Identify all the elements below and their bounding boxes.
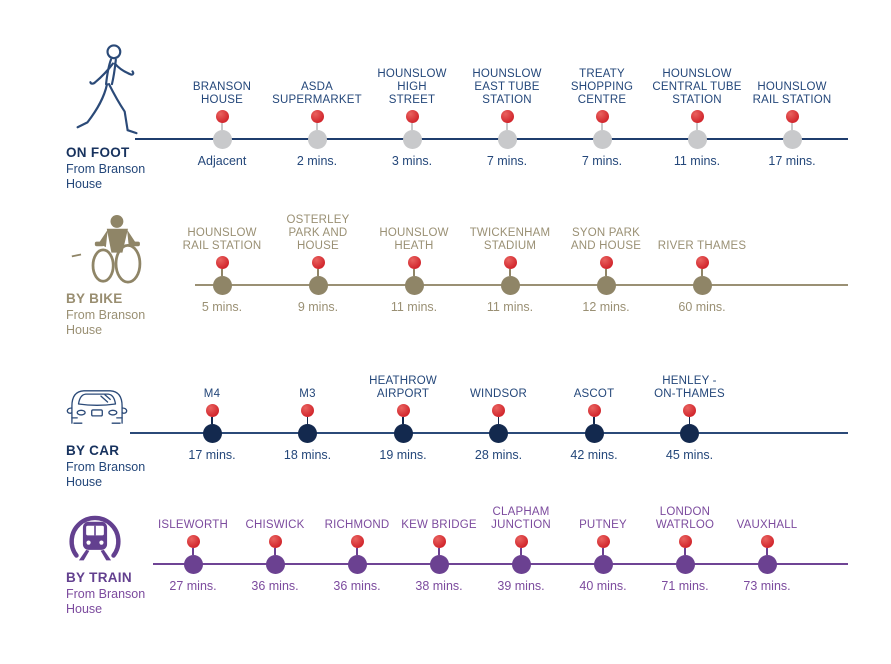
stop-time: 39 mins. [497, 578, 545, 593]
row-title: ON FOOT [66, 145, 130, 160]
timeline-stop [707, 488, 827, 593]
stop-time: 11 mins. [486, 299, 534, 314]
stop-dot [184, 555, 203, 574]
stop-label-line: HENLEY - [662, 374, 717, 387]
stop-label-line: OSTERLEY [286, 213, 350, 226]
stop-label-line: TWICKENHAM [469, 226, 551, 239]
stop-label-line: CENTRAL TUBE [652, 80, 742, 93]
stop-time: 45 mins. [665, 447, 714, 462]
stop-label [656, 488, 714, 532]
location-pin-icon [269, 535, 282, 548]
stop-label [491, 488, 551, 532]
pin-stem [602, 548, 604, 555]
stop-label-line: VAUXHALL [736, 518, 798, 531]
pin-stem [520, 548, 522, 555]
row-title: BY BIKE [66, 291, 123, 306]
stop-time: 7 mins. [486, 153, 528, 168]
stop-label-line: HOUNSLOW [379, 226, 449, 239]
stop-time: 11 mins. [390, 299, 438, 314]
stop-label-line: AND HOUSE [570, 239, 642, 252]
pin-stem [192, 548, 194, 555]
stop-label-line: PARK AND [288, 226, 348, 239]
stop-label-line: JUNCTION [491, 518, 551, 531]
stop-dot [676, 555, 695, 574]
row-title: BY CAR [66, 443, 120, 458]
underground-train-icon [66, 508, 124, 566]
row-subtitle: From Branson House [66, 162, 146, 191]
stop-label-line: M3 [299, 387, 316, 400]
pin-stem [274, 548, 276, 555]
stop-label-line: HOUNSLOW [662, 67, 732, 80]
stop-time: 11 mins. [673, 153, 721, 168]
location-pin-icon [351, 535, 364, 548]
stop-label-line: HEATH [394, 239, 434, 252]
stop-label-line: HOUNSLOW [757, 80, 827, 93]
stop-label-line: BRANSON [192, 80, 252, 93]
underground-train-icon [66, 508, 124, 566]
location-pin-icon [515, 535, 528, 548]
pin-stem [684, 548, 686, 555]
stop-time: 19 mins. [379, 447, 427, 462]
stop-label-line: HOUNSLOW [377, 67, 447, 80]
stop-label-line: SHOPPING [570, 80, 634, 93]
pin-stem [438, 548, 440, 555]
stop-label-line: EAST TUBE [474, 80, 540, 93]
location-pin-icon [433, 535, 446, 548]
row-subtitle: From Branson House [66, 587, 146, 616]
stop-label-line: RAIL STATION [752, 93, 832, 106]
stop-time: 60 mins. [678, 299, 726, 314]
stop-label-line: RIVER THAMES [657, 239, 747, 252]
stop-time: 2 mins. [296, 153, 338, 168]
stop-time: 27 mins. [169, 578, 217, 593]
stop-time: 36 mins. [333, 578, 381, 593]
stop-time: 42 mins. [570, 447, 618, 462]
stop-label-line: HEATHROW [369, 374, 437, 387]
stop-time: 18 mins. [283, 447, 332, 462]
stop-dot [594, 555, 613, 574]
stop-label-line: STATION [482, 93, 532, 106]
row-subtitle: From Branson House [66, 308, 146, 337]
stop-time: 12 mins. [582, 299, 630, 314]
pin-stem [356, 548, 358, 555]
stop-time: 28 mins. [474, 447, 523, 462]
stop-label-line: ASCOT [573, 387, 615, 400]
stop-label-line: PUTNEY [579, 518, 627, 531]
stop-label-line: HOUSE [297, 239, 339, 252]
stop-label-line: LONDON [659, 505, 711, 518]
stop-label-line: ASDA [300, 80, 334, 93]
location-pin-icon [187, 535, 200, 548]
location-pin-icon [597, 535, 610, 548]
stop-label-line: STATION [672, 93, 722, 106]
stop-label-line: CHISWICK [245, 518, 305, 531]
stop-time: 17 mins. [188, 447, 236, 462]
stop-label-line: CENTRE [577, 93, 627, 106]
stop-label-line: RICHMOND [324, 518, 390, 531]
stop-label-line: KEW BRIDGE [401, 518, 477, 531]
stop-label-line: RAIL STATION [182, 239, 262, 252]
stop-time: 17 mins. [768, 153, 816, 168]
stop-dot [758, 555, 777, 574]
stop-label-line: HOUNSLOW [187, 226, 257, 239]
stop-dot [266, 555, 285, 574]
stop-label-line: WATRLOO [655, 518, 715, 531]
stop-dot [430, 555, 449, 574]
stop-label-line: HOUSE [201, 93, 243, 106]
row-subtitle: From Branson House [66, 460, 146, 489]
stop-time: 5 mins. [201, 299, 243, 314]
stop-time: 40 mins. [579, 578, 627, 593]
stop-label-line: WINDSOR [470, 387, 527, 400]
row-title: BY TRAIN [66, 570, 132, 585]
pin-stem [766, 548, 768, 555]
stop-time: 73 mins. [743, 578, 791, 593]
stop-dot [348, 555, 367, 574]
location-pin-icon [679, 535, 692, 548]
stop-label-line: TREATY [579, 67, 625, 80]
stop-label-line: AIRPORT [376, 387, 430, 400]
stop-label-line: ISLEWORTH [158, 518, 228, 531]
stop-time: 36 mins. [251, 578, 299, 593]
stop-label [579, 488, 627, 532]
stop-label-line: HIGH [397, 80, 427, 93]
stop-time: 7 mins. [581, 153, 623, 168]
stop-label-line: STADIUM [483, 239, 537, 252]
stop-dot [512, 555, 531, 574]
stop-label-line: SUPERMARKET [272, 93, 362, 106]
stop-label [245, 488, 304, 532]
stop-label-line: M4 [203, 387, 221, 400]
stop-time: 38 mins. [415, 578, 463, 593]
stop-time: 71 mins. [661, 578, 709, 593]
stop-label-line: CLAPHAM [492, 505, 550, 518]
stop-time: 3 mins. [391, 153, 433, 168]
stop-label-line: STREET [388, 93, 436, 106]
stop-time: Adjacent [197, 153, 247, 168]
location-pin-icon [761, 535, 774, 548]
stop-label-line: SYON PARK [571, 226, 641, 239]
stop-time: 9 mins. [297, 299, 339, 314]
stop-label-line: ON-THAMES [654, 387, 725, 400]
stop-label-line: HOUNSLOW [472, 67, 542, 80]
stop-label [737, 488, 798, 532]
